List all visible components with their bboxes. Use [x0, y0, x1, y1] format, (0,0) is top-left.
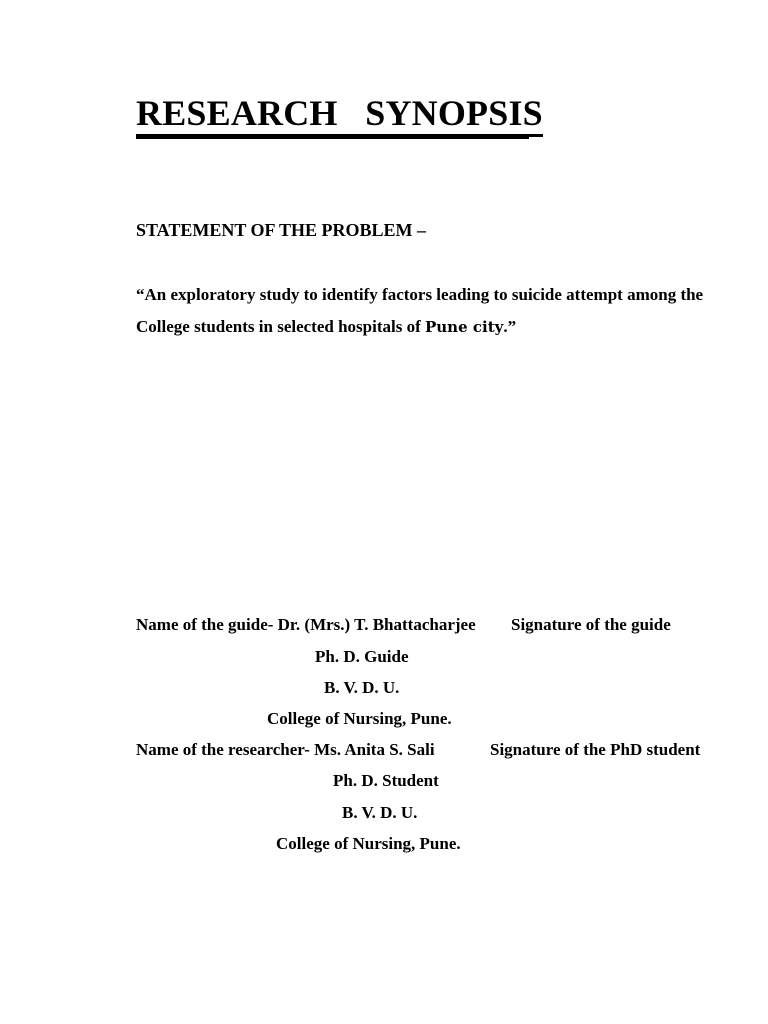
researcher-signature-label: Signature of the PhD student — [490, 740, 701, 759]
guide-signature-label: Signature of the guide — [511, 615, 671, 634]
researcher-university: B. V. D. U. — [342, 803, 418, 822]
guide-university: B. V. D. U. — [324, 678, 400, 697]
statement-line-2-text: College students in selected hospitals of — [136, 317, 425, 336]
researcher-role: Ph. D. Student — [333, 771, 439, 790]
statement-place: Pune city — [425, 318, 504, 336]
page-title: RESEARCH SYNOPSIS — [136, 92, 543, 137]
section-heading: STATEMENT OF THE PROBLEM – — [136, 220, 427, 240]
researcher-name: Name of the researcher- Ms. Anita S. Sali — [136, 740, 435, 759]
guide-name: Name of the guide- Dr. (Mrs.) T. Bhattacharjee — [136, 615, 476, 634]
statement-line-2 — [136, 311, 736, 343]
statement-line-1: “An exploratory study to identify factors leading to suicide attempt among the — [136, 285, 704, 304]
problem-statement — [136, 279, 736, 343]
statement-line-2-end: .” — [503, 317, 517, 336]
researcher-college: College of Nursing, Pune. — [276, 834, 461, 853]
guide-role: Ph. D. Guide — [315, 647, 409, 666]
title-double-underline — [136, 137, 529, 139]
guide-college: College of Nursing, Pune. — [267, 709, 452, 728]
